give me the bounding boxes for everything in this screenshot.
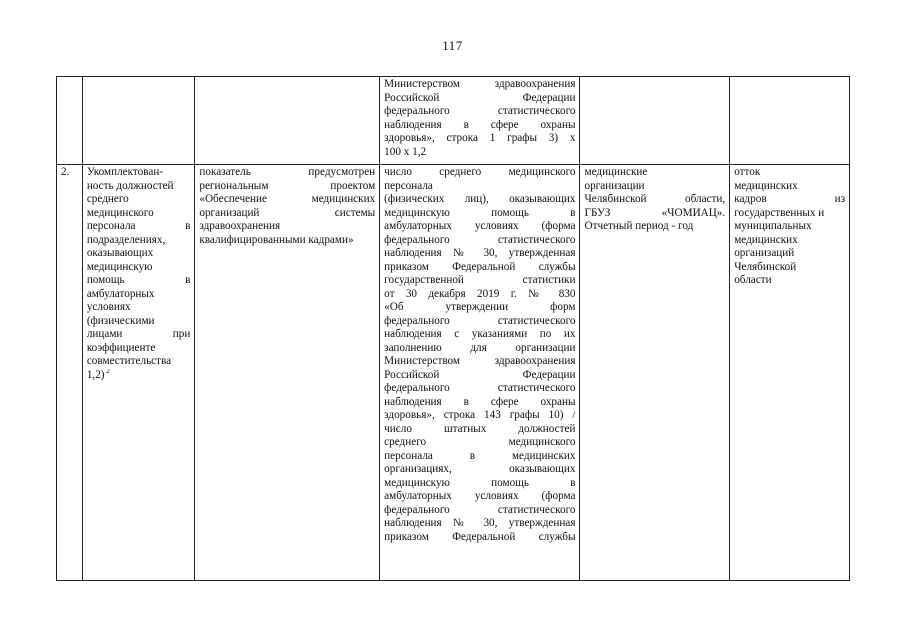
text-line: медицинские — [584, 166, 648, 178]
text-line: от 30 декабря 2019 г. № 830 — [384, 287, 576, 300]
text-line: персонала — [384, 179, 433, 192]
text-line: федерального статистического — [384, 105, 576, 117]
text-line: Укомплектован- — [86, 166, 164, 178]
text-line: организаций системы — [199, 206, 376, 219]
text-line: оказывающих — [86, 247, 154, 259]
cell-factors — [730, 77, 850, 165]
text-line: заполнению для организации — [384, 341, 576, 354]
text-line: приказом Федеральной службы — [384, 530, 576, 543]
row-number: 2. — [61, 166, 70, 178]
text-line: государственной статистики — [384, 274, 576, 286]
text-line: муниципальных — [734, 220, 812, 232]
text-line: коэффициенте — [86, 341, 156, 354]
cell-source — [580, 77, 730, 165]
table-row — [57, 77, 850, 165]
text-line: федерального статистического — [384, 382, 576, 394]
text-line: здоровья», строка 1 графы 3) х — [384, 132, 576, 144]
text-line: медицинскую помощь в — [384, 476, 576, 489]
text-line: «Об утверждении форм — [384, 301, 576, 313]
text-line: амбулаторных условиях (форма — [384, 220, 576, 232]
text-line: региональным проектом — [199, 179, 376, 192]
cell-number — [57, 165, 83, 581]
text-line: медицинских — [734, 233, 798, 246]
cell-formula — [380, 77, 580, 165]
text-line: отток — [734, 166, 761, 178]
text-line: 1,2) $^2$ — [86, 368, 110, 381]
text-line: федерального статистического — [384, 503, 576, 516]
text-line: государственных и — [734, 206, 825, 219]
text-line: среднего — [86, 193, 129, 205]
text-line: здоровья», строка 143 графы 10) / — [384, 409, 576, 421]
cell-basis — [195, 77, 380, 165]
text-line: приказом Федеральной службы — [384, 260, 576, 273]
text-line: кадров из — [734, 193, 845, 205]
indicator-table — [56, 76, 850, 581]
text-line: (физическими — [86, 314, 155, 327]
text-line: персонала в медицинских — [384, 449, 576, 462]
text-line: подразделениях, — [86, 233, 166, 246]
text-line: наблюдения № 30, утвержденная — [384, 247, 576, 259]
text-line: условиях — [86, 301, 131, 313]
text-line: Министерством здравоохранения — [384, 355, 576, 367]
text-line: лицами при — [86, 328, 191, 340]
cell-number — [57, 77, 83, 165]
cell-indicator — [82, 165, 195, 581]
cell-factors — [730, 165, 850, 581]
cell-indicator — [82, 77, 195, 165]
text-line: медицинскую помощь в — [384, 206, 576, 219]
cell-basis — [195, 165, 380, 581]
text-line: квалифицированными кадрами» — [199, 233, 354, 246]
text-line: наблюдения в сфере охраны — [384, 118, 576, 131]
text-line: Отчетный период - год — [584, 220, 694, 232]
table-row — [57, 165, 850, 581]
text-line: наблюдения № 30, утвержденная — [384, 517, 576, 529]
text-line: наблюдения в сфере охраны — [384, 395, 576, 408]
text-line: (физических лиц), оказывающих — [384, 193, 576, 205]
text-line: «Обеспечение медицинских — [199, 193, 376, 205]
text-line: области — [734, 274, 772, 286]
text-line: 100 х 1,2 — [384, 145, 427, 158]
text-line: медицинских — [734, 179, 798, 192]
text-line: ГБУЗ «ЧОМИАЦ». — [584, 206, 726, 219]
text-line: показатель предусмотрен — [199, 166, 376, 178]
text-line: Челябинской — [734, 260, 797, 273]
text-line: число штатных должностей — [384, 422, 576, 435]
text-line: федерального статистического — [384, 233, 576, 246]
footnote-marker: 2 — [104, 368, 110, 375]
text-line: Челябинской области, — [584, 193, 726, 205]
text-line: организаций — [734, 247, 795, 259]
text-line: персонала в — [86, 220, 191, 232]
text-line: медицинского — [86, 206, 154, 219]
text-line: ность должностей — [86, 179, 174, 192]
text-line: здравоохранения — [199, 220, 281, 232]
text-line: среднего медицинского — [384, 436, 576, 448]
text-line: Российской Федерации — [384, 368, 576, 381]
text-line: амбулаторных условиях (форма — [384, 490, 576, 502]
text-line: медицинскую — [86, 260, 153, 273]
text-line: амбулаторных — [86, 287, 155, 300]
page-number: 117 — [442, 38, 463, 53]
text-line: Министерством здравоохранения — [384, 78, 576, 90]
cell-formula — [380, 165, 580, 581]
text-line: федерального статистического — [384, 314, 576, 327]
text-line: помощь в — [86, 274, 191, 286]
text-line: число среднего медицинского — [384, 166, 576, 178]
cell-source — [580, 165, 730, 581]
text-line: совместительства — [86, 355, 172, 367]
text-line: Российской Федерации — [384, 91, 576, 104]
text-line: организации — [584, 179, 645, 192]
text-line: наблюдения с указаниями по их — [384, 328, 576, 340]
text-line: организациях, оказывающих — [384, 463, 576, 475]
